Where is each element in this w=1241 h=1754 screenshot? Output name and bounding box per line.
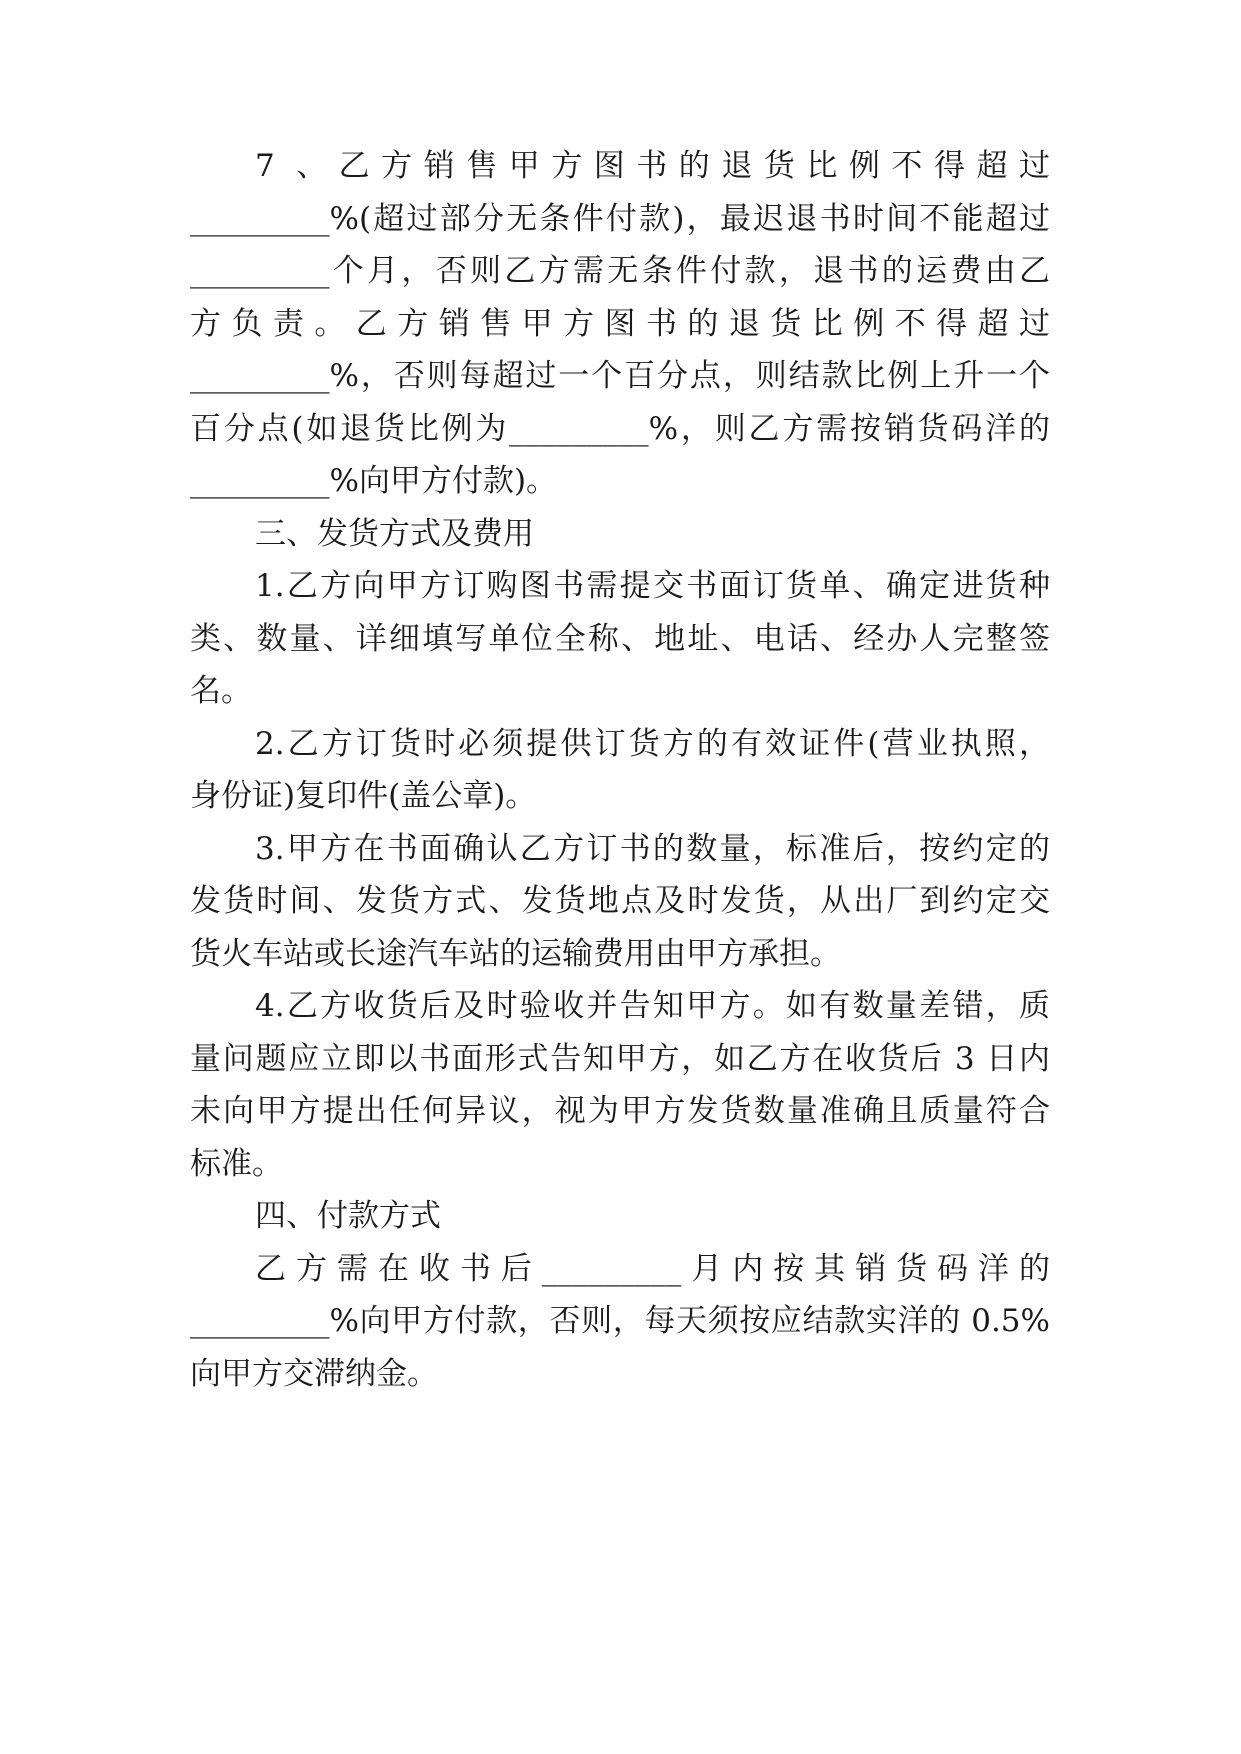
text-line-18: 量问题应立即以书面形式告知甲方，如乙方在收货后 3 日内: [190, 1041, 1050, 1077]
text-line-19: 未向甲方提出任何异议，视为甲方发货数量准确且质量符合: [190, 1093, 1050, 1129]
text-line-20: 标准。: [190, 1146, 283, 1182]
text-line-22: 乙方需在收书后_________月内按其销货码洋的: [255, 1251, 1050, 1287]
text-line-3: _________个月，否则乙方需无条件付款，退书的运费由乙: [190, 253, 1050, 289]
text-line-16: 货火车站或长途汽车站的运输费用由甲方承担。: [190, 936, 841, 972]
text-line-17: 4.乙方收货后及时验收并告知甲方。如有数量差错，质: [255, 988, 1050, 1024]
section-heading-3: 三、发货方式及费用: [255, 516, 534, 552]
text-line-14: 3.甲方在书面确认乙方订书的数量，标准后，按约定的: [255, 831, 1050, 867]
section-heading-4: 四、付款方式: [255, 1198, 441, 1234]
text-line-10: 类、数量、详细填写单位全称、地址、电话、经办人完整签: [190, 621, 1050, 657]
text-line-6: 百分点(如退货比例为_________%，则乙方需按销货码洋的: [190, 411, 1050, 447]
text-line-5: _________%，否则每超过一个百分点，则结款比例上升一个: [190, 358, 1050, 394]
text-line-7: _________%向甲方付款)。: [190, 463, 558, 499]
text-line-11: 名。: [190, 673, 252, 709]
text-line-13: 身份证)复印件(盖公章)。: [190, 778, 537, 814]
text-line-15: 发货时间、发货方式、发货地点及时发货，从出厂到约定交: [190, 883, 1050, 919]
text-line-2: _________%(超过部分无条件付款)，最迟退书时间不能超过: [190, 201, 1050, 237]
text-line-23: _________%向甲方付款，否则，每天须按应结款实洋的 0.5%: [190, 1303, 1050, 1339]
text-line-1: 7 、乙方销售甲方图书的退货比例不得超过: [255, 148, 1050, 184]
text-line-24: 向甲方交滞纳金。: [190, 1356, 438, 1392]
text-line-4: 方负责。乙方销售甲方图书的退货比例不得超过: [190, 306, 1050, 342]
text-line-12: 2.乙方订货时必须提供订货方的有效证件(营业执照，: [255, 726, 1050, 762]
text-line-9: 1.乙方向甲方订购图书需提交书面订货单、确定进货种: [255, 568, 1050, 604]
